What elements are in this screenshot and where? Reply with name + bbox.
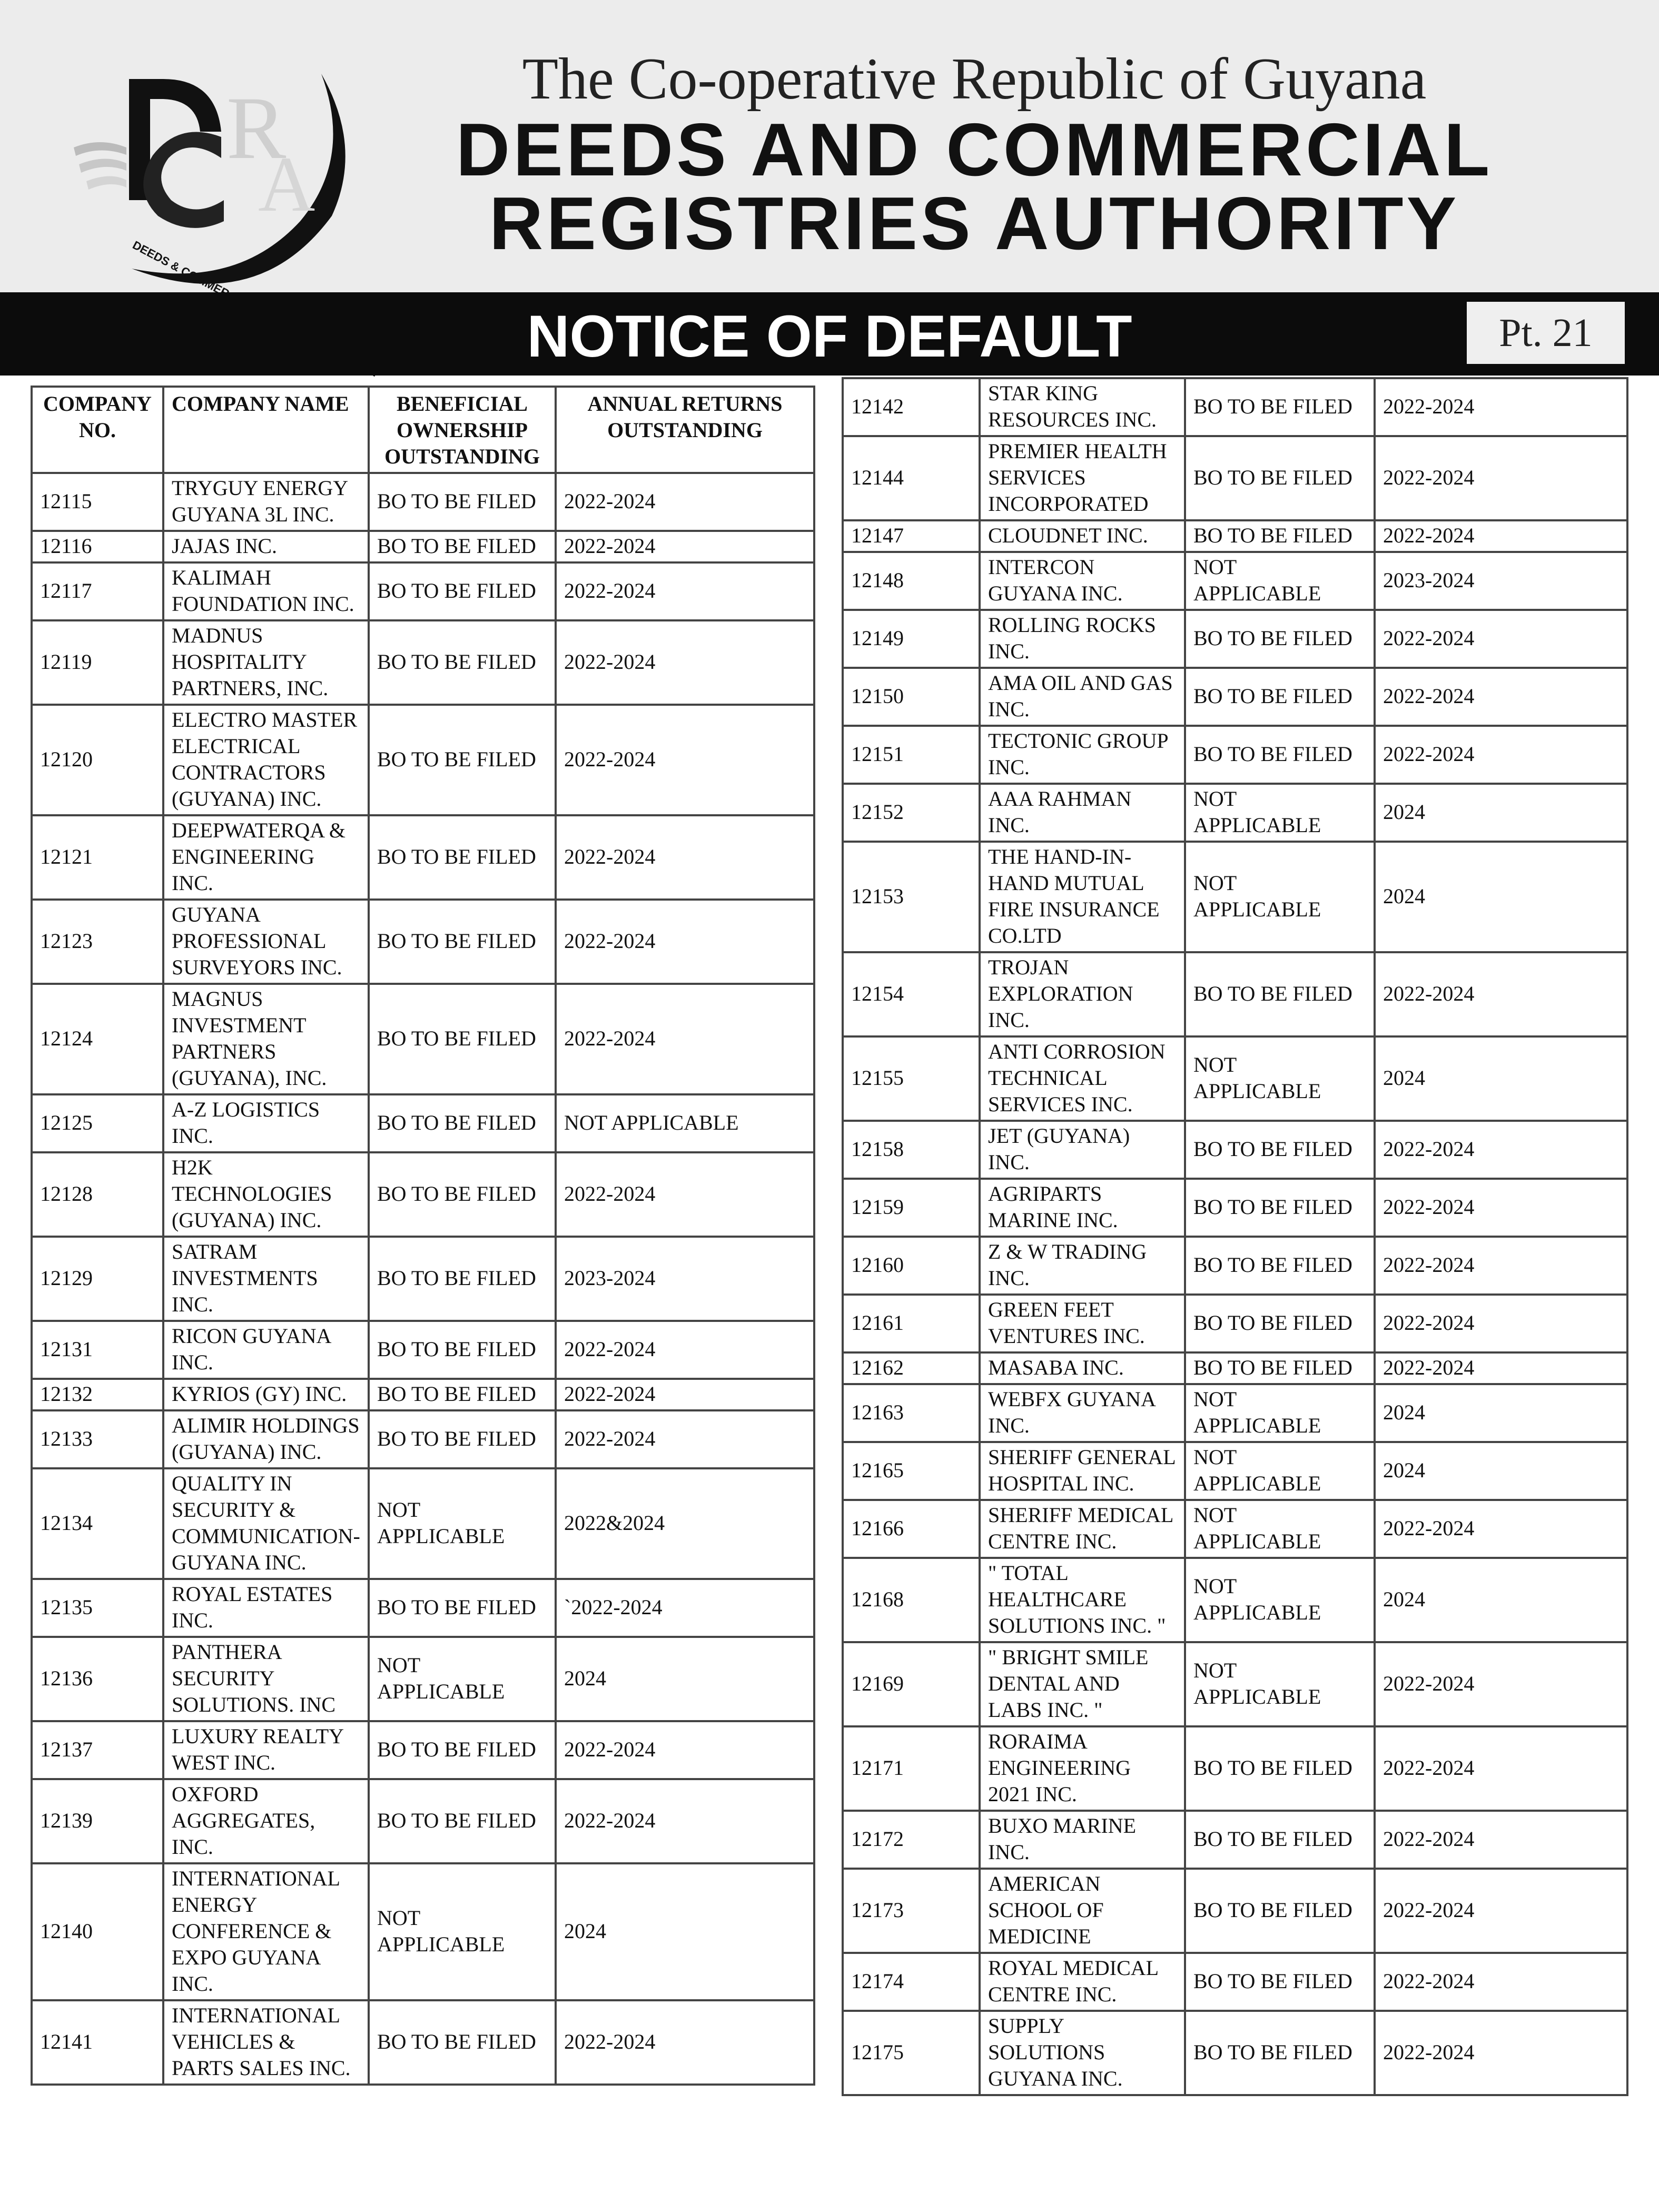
beneficial-ownership-cell: BO TO BE FILED (1185, 1179, 1375, 1237)
annual-returns-cell: 2022-2024 (1375, 1953, 1627, 2011)
company-no-cell: 12131 (32, 1321, 163, 1379)
table-row (32, 1321, 814, 1379)
table-row (32, 2000, 814, 2085)
beneficial-ownership-cell: BO TO BE FILED (369, 705, 556, 815)
company-no-cell: 12158 (843, 1121, 980, 1179)
annual-returns-cell: 2022-2024 (556, 562, 814, 620)
company-no-cell: 12175 (843, 2011, 980, 2095)
company-name-cell: ELECTRO MASTER ELECTRICAL CONTRACTORS (GUYANA) INC. (163, 705, 369, 815)
company-no-cell: 12116 (32, 531, 163, 562)
beneficial-ownership-cell: BO TO BE FILED (1185, 1869, 1375, 1953)
table-row (843, 1121, 1627, 1179)
annual-returns-cell: 2022-2024 (556, 815, 814, 900)
company-name-cell: CLOUDNET INC. (980, 520, 1185, 552)
table-row (843, 668, 1627, 726)
table-row (32, 562, 814, 620)
company-no-cell: 12160 (843, 1237, 980, 1295)
company-no-cell: 12140 (32, 1863, 163, 2000)
company-name-cell: KYRIOS (GY) INC. (163, 1379, 369, 1410)
beneficial-ownership-cell: BO TO BE FILED (369, 1721, 556, 1779)
table-row (843, 378, 1627, 436)
company-name-cell: SUPPLY SOLUTIONS GUYANA INC. (980, 2011, 1185, 2095)
beneficial-ownership-cell: NOT APPLICABLE (1185, 1642, 1375, 1726)
company-no-cell: 12124 (32, 984, 163, 1094)
company-no-cell: 12155 (843, 1036, 980, 1121)
header-company-name: COMPANY NAME (163, 387, 369, 473)
company-name-cell: SATRAM INVESTMENTS INC. (163, 1237, 369, 1321)
table-row (843, 1869, 1627, 1953)
table-row (32, 531, 814, 562)
beneficial-ownership-cell: BO TO BE FILED (1185, 610, 1375, 668)
annual-returns-cell: 2022-2024 (1375, 1869, 1627, 1953)
beneficial-ownership-cell: BO TO BE FILED (369, 562, 556, 620)
beneficial-ownership-cell: NOT APPLICABLE (369, 1637, 556, 1721)
company-no-cell: 12174 (843, 1953, 980, 2011)
beneficial-ownership-cell: BO TO BE FILED (369, 1379, 556, 1410)
company-no-cell: 12148 (843, 552, 980, 610)
annual-returns-cell: 2024 (1375, 1036, 1627, 1121)
table-row (32, 1779, 814, 1863)
company-name-cell: H2K TECHNOLOGIES (GUYANA) INC. (163, 1152, 369, 1237)
table-row (32, 620, 814, 705)
authority-title-line1: DEEDS AND COMMERCIAL (456, 108, 1493, 192)
table-row (32, 1637, 814, 1721)
annual-returns-cell: 2022-2024 (1375, 1121, 1627, 1179)
beneficial-ownership-cell: BO TO BE FILED (1185, 952, 1375, 1036)
annual-returns-cell: 2022-2024 (1375, 1179, 1627, 1237)
company-name-cell: INTERCON GUYANA INC. (980, 552, 1185, 610)
beneficial-ownership-cell: BO TO BE FILED (369, 2000, 556, 2085)
company-no-cell: 12147 (843, 520, 980, 552)
company-no-cell: 12149 (843, 610, 980, 668)
company-name-cell: RICON GUYANA INC. (163, 1321, 369, 1379)
table-row (32, 984, 814, 1094)
beneficial-ownership-cell: NOT APPLICABLE (1185, 1558, 1375, 1642)
annual-returns-cell: 2024 (1375, 1384, 1627, 1442)
table-row (32, 1379, 814, 1410)
table-row (32, 1410, 814, 1468)
company-name-cell: INTERNATIONAL ENERGY CONFERENCE & EXPO GUYANA INC. (163, 1863, 369, 2000)
country-title: The Co-operative Republic of Guyana (522, 46, 1427, 112)
company-name-cell: MASABA INC. (980, 1352, 1185, 1384)
company-name-cell: QUALITY IN SECURITY & COMMUNICATION-GUYANA INC. (163, 1468, 369, 1579)
table-row (32, 473, 814, 531)
company-name-cell: INTERNATIONAL VEHICLES & PARTS SALES INC. (163, 2000, 369, 2085)
annual-returns-cell: 2022-2024 (556, 2000, 814, 2085)
company-name-cell: " BRIGHT SMILE DENTAL AND LABS INC. " (980, 1642, 1185, 1726)
table-row (843, 1642, 1627, 1726)
dcra-logo (68, 42, 363, 290)
company-no-cell: 12159 (843, 1179, 980, 1237)
table-row (843, 1352, 1627, 1384)
beneficial-ownership-cell: BO TO BE FILED (369, 531, 556, 562)
annual-returns-cell: 2022-2024 (1375, 378, 1627, 436)
annual-returns-cell: 2022-2024 (556, 1410, 814, 1468)
company-no-cell: 12166 (843, 1500, 980, 1558)
annual-returns-cell: 2022-2024 (556, 620, 814, 705)
annual-returns-cell: 2022-2024 (556, 1779, 814, 1863)
table-row (843, 2011, 1627, 2095)
company-no-cell: 12169 (843, 1642, 980, 1726)
beneficial-ownership-cell: BO TO BE FILED (369, 815, 556, 900)
beneficial-ownership-cell: BO TO BE FILED (1185, 520, 1375, 552)
beneficial-ownership-cell: BO TO BE FILED (1185, 1352, 1375, 1384)
company-no-cell: 12121 (32, 815, 163, 900)
annual-returns-cell: 2022&2024 (556, 1468, 814, 1579)
beneficial-ownership-cell: BO TO BE FILED (1185, 726, 1375, 784)
annual-returns-cell: 2024 (1375, 1558, 1627, 1642)
annual-returns-cell: 2022-2024 (1375, 1500, 1627, 1558)
company-no-cell: 12151 (843, 726, 980, 784)
default-table-right (842, 377, 1628, 2096)
beneficial-ownership-cell: BO TO BE FILED (1185, 1237, 1375, 1295)
company-name-cell: PANTHERA SECURITY SOLUTIONS. INC (163, 1637, 369, 1721)
annual-returns-cell: 2022-2024 (1375, 1642, 1627, 1726)
company-no-cell: 12163 (843, 1384, 980, 1442)
beneficial-ownership-cell: BO TO BE FILED (369, 473, 556, 531)
table-row (843, 1558, 1627, 1642)
company-no-cell: 12136 (32, 1637, 163, 1721)
company-no-cell: 12171 (843, 1726, 980, 1811)
beneficial-ownership-cell: BO TO BE FILED (1185, 378, 1375, 436)
company-no-cell: 12154 (843, 952, 980, 1036)
beneficial-ownership-cell: BO TO BE FILED (369, 1237, 556, 1321)
beneficial-ownership-cell: BO TO BE FILED (1185, 1121, 1375, 1179)
annual-returns-cell: 2022-2024 (1375, 1295, 1627, 1352)
company-name-cell: TROJAN EXPLORATION INC. (980, 952, 1185, 1036)
beneficial-ownership-cell: BO TO BE FILED (1185, 668, 1375, 726)
annual-returns-cell: 2024 (556, 1637, 814, 1721)
company-name-cell: OXFORD AGGREGATES, INC. (163, 1779, 369, 1863)
company-no-cell: 12123 (32, 900, 163, 984)
annual-returns-cell: 2022-2024 (1375, 1726, 1627, 1811)
table-row (843, 1295, 1627, 1352)
company-no-cell: 12153 (843, 842, 980, 952)
company-name-cell: TECTONIC GROUP INC. (980, 726, 1185, 784)
beneficial-ownership-cell: BO TO BE FILED (1185, 1726, 1375, 1811)
annual-returns-cell: 2022-2024 (1375, 668, 1627, 726)
table-row (843, 1384, 1627, 1442)
beneficial-ownership-cell: BO TO BE FILED (1185, 2011, 1375, 2095)
beneficial-ownership-cell: BO TO BE FILED (369, 1410, 556, 1468)
beneficial-ownership-cell: NOT APPLICABLE (1185, 552, 1375, 610)
company-name-cell: KALIMAH FOUNDATION INC. (163, 562, 369, 620)
company-no-cell: 12134 (32, 1468, 163, 1579)
header-beneficial-ownership: BENEFICIAL OWNERSHIP OUTSTANDING (369, 387, 556, 473)
company-no-cell: 12152 (843, 784, 980, 842)
table-row (32, 1152, 814, 1237)
company-no-cell: 12117 (32, 562, 163, 620)
annual-returns-cell: 2022-2024 (556, 984, 814, 1094)
table-row (843, 610, 1627, 668)
table-row (843, 520, 1627, 552)
beneficial-ownership-cell: BO TO BE FILED (1185, 1953, 1375, 2011)
authority-title-line2: REGISTRIES AUTHORITY (489, 182, 1460, 265)
company-name-cell: ROYAL ESTATES INC. (163, 1579, 369, 1637)
annual-returns-cell: 2022-2024 (1375, 520, 1627, 552)
company-name-cell: AMA OIL AND GAS INC. (980, 668, 1185, 726)
annual-returns-cell: 2022-2024 (556, 473, 814, 531)
table-row (32, 815, 814, 900)
table-row (843, 436, 1627, 520)
beneficial-ownership-cell: BO TO BE FILED (1185, 1295, 1375, 1352)
company-no-cell: 12144 (843, 436, 980, 520)
company-no-cell: 12173 (843, 1869, 980, 1953)
table-row (32, 1863, 814, 2000)
beneficial-ownership-cell: BO TO BE FILED (369, 1779, 556, 1863)
notice-title: NOTICE OF DEFAULT (527, 303, 1132, 369)
annual-returns-cell: 2023-2024 (1375, 552, 1627, 610)
header-annual-returns: ANNUAL RETURNS OUTSTANDING (556, 387, 814, 473)
annual-returns-cell: 2023-2024 (556, 1237, 814, 1321)
table-body-right (843, 378, 1627, 2095)
table-row (843, 1036, 1627, 1121)
beneficial-ownership-cell: BO TO BE FILED (369, 1094, 556, 1152)
company-no-cell: 12139 (32, 1779, 163, 1863)
annual-returns-cell: NOT APPLICABLE (556, 1094, 814, 1152)
company-name-cell: " TOTAL HEALTHCARE SOLUTIONS INC. " (980, 1558, 1185, 1642)
company-no-cell: 12168 (843, 1558, 980, 1642)
company-name-cell: ROYAL MEDICAL CENTRE INC. (980, 1953, 1185, 2011)
table-row (32, 900, 814, 984)
annual-returns-cell: 2022-2024 (556, 1321, 814, 1379)
default-table-left (31, 386, 815, 2086)
beneficial-ownership-cell: BO TO BE FILED (369, 1152, 556, 1237)
company-name-cell: BUXO MARINE INC. (980, 1811, 1185, 1869)
beneficial-ownership-cell: BO TO BE FILED (1185, 436, 1375, 520)
annual-returns-cell: 2022-2024 (556, 1152, 814, 1237)
company-name-cell: MADNUS HOSPITALITY PARTNERS, INC. (163, 620, 369, 705)
company-no-cell: 12129 (32, 1237, 163, 1321)
company-name-cell: AAA RAHMAN INC. (980, 784, 1185, 842)
beneficial-ownership-cell: BO TO BE FILED (369, 1579, 556, 1637)
table-row (32, 1468, 814, 1579)
table-header-row (32, 387, 814, 473)
table-body-left (32, 473, 814, 2085)
table-row (843, 952, 1627, 1036)
table-row (843, 552, 1627, 610)
company-no-cell: 12119 (32, 620, 163, 705)
company-no-cell: 12137 (32, 1721, 163, 1779)
company-name-cell: AGRIPARTS MARINE INC. (980, 1179, 1185, 1237)
company-name-cell: PREMIER HEALTH SERVICES INCORPORATED (980, 436, 1185, 520)
company-name-cell: A-Z LOGISTICS INC. (163, 1094, 369, 1152)
beneficial-ownership-cell: NOT APPLICABLE (1185, 1036, 1375, 1121)
annual-returns-cell: 2022-2024 (556, 900, 814, 984)
table-row (843, 1500, 1627, 1558)
company-name-cell: ROLLING ROCKS INC. (980, 610, 1185, 668)
company-no-cell: 12128 (32, 1152, 163, 1237)
annual-returns-cell: 2024 (1375, 1442, 1627, 1500)
company-name-cell: Z & W TRADING INC. (980, 1237, 1185, 1295)
annual-returns-cell: 2022-2024 (556, 705, 814, 815)
beneficial-ownership-cell: NOT APPLICABLE (1185, 842, 1375, 952)
company-name-cell: SHERIFF MEDICAL CENTRE INC. (980, 1500, 1185, 1558)
company-no-cell: 12162 (843, 1352, 980, 1384)
part-label: Pt. 21 (1467, 302, 1625, 364)
annual-returns-cell: 2022-2024 (556, 1379, 814, 1410)
beneficial-ownership-cell: NOT APPLICABLE (369, 1863, 556, 2000)
company-name-cell: MAGNUS INVESTMENT PARTNERS (GUYANA), INC. (163, 984, 369, 1094)
annual-returns-cell: 2022-2024 (1375, 610, 1627, 668)
company-name-cell: JET (GUYANA) INC. (980, 1121, 1185, 1179)
beneficial-ownership-cell: BO TO BE FILED (369, 620, 556, 705)
annual-returns-cell: 2024 (556, 1863, 814, 2000)
company-name-cell: GREEN FEET VENTURES INC. (980, 1295, 1185, 1352)
table-row (843, 726, 1627, 784)
table-row (32, 1579, 814, 1637)
svg-text:A: A (258, 141, 315, 228)
table-row (843, 784, 1627, 842)
company-name-cell: THE HAND-IN-HAND MUTUAL FIRE INSURANCE CO.LTD (980, 842, 1185, 952)
company-name-cell: TRYGUY ENERGY GUYANA 3L INC. (163, 473, 369, 531)
beneficial-ownership-cell: BO TO BE FILED (369, 1321, 556, 1379)
annual-returns-cell: 2022-2024 (1375, 726, 1627, 784)
beneficial-ownership-cell: BO TO BE FILED (1185, 1811, 1375, 1869)
annual-returns-cell: 2022-2024 (556, 531, 814, 562)
table-row (32, 705, 814, 815)
company-no-cell: 12161 (843, 1295, 980, 1352)
beneficial-ownership-cell: NOT APPLICABLE (1185, 784, 1375, 842)
company-no-cell: 12172 (843, 1811, 980, 1869)
notice-banner (0, 292, 1659, 376)
company-no-cell: 12120 (32, 705, 163, 815)
company-no-cell: 12125 (32, 1094, 163, 1152)
beneficial-ownership-cell: BO TO BE FILED (369, 984, 556, 1094)
annual-returns-cell: `2022-2024 (556, 1579, 814, 1637)
table-row (32, 1721, 814, 1779)
company-no-cell: 12141 (32, 2000, 163, 2085)
company-no-cell: 12115 (32, 473, 163, 531)
annual-returns-cell: 2022-2024 (1375, 1811, 1627, 1869)
table-row (843, 1811, 1627, 1869)
annual-returns-cell: 2024 (1375, 784, 1627, 842)
masthead (0, 0, 1659, 292)
company-no-cell: 12150 (843, 668, 980, 726)
company-no-cell: 12132 (32, 1379, 163, 1410)
annual-returns-cell: 2022-2024 (1375, 2011, 1627, 2095)
company-no-cell: 12133 (32, 1410, 163, 1468)
table-row (843, 1179, 1627, 1237)
svg-text:R: R (226, 78, 287, 177)
beneficial-ownership-cell: NOT APPLICABLE (369, 1468, 556, 1579)
company-name-cell: GUYANA PROFESSIONAL SURVEYORS INC. (163, 900, 369, 984)
company-name-cell: AMERICAN SCHOOL OF MEDICINE (980, 1869, 1185, 1953)
company-name-cell: LUXURY REALTY WEST INC. (163, 1721, 369, 1779)
table-row (32, 1237, 814, 1321)
annual-returns-cell: 2022-2024 (1375, 1352, 1627, 1384)
beneficial-ownership-cell: NOT APPLICABLE (1185, 1384, 1375, 1442)
beneficial-ownership-cell: NOT APPLICABLE (1185, 1500, 1375, 1558)
company-name-cell: JAJAS INC. (163, 531, 369, 562)
annual-returns-cell: 2024 (1375, 842, 1627, 952)
annual-returns-cell: 2022-2024 (1375, 952, 1627, 1036)
company-name-cell: DEEPWATERQA & ENGINEERING INC. (163, 815, 369, 900)
table-row (843, 842, 1627, 952)
table-row (843, 1953, 1627, 2011)
annual-returns-cell: 2022-2024 (556, 1721, 814, 1779)
annual-returns-cell: 2022-2024 (1375, 436, 1627, 520)
annual-returns-cell: 2022-2024 (1375, 1237, 1627, 1295)
company-name-cell: ALIMIR HOLDINGS (GUYANA) INC. (163, 1410, 369, 1468)
beneficial-ownership-cell: NOT APPLICABLE (1185, 1442, 1375, 1500)
table-row (843, 1237, 1627, 1295)
header-company-no: COMPANY NO. (32, 387, 163, 473)
company-name-cell: SHERIFF GENERAL HOSPITAL INC. (980, 1442, 1185, 1500)
table-row (843, 1442, 1627, 1500)
company-name-cell: STAR KING RESOURCES INC. (980, 378, 1185, 436)
company-no-cell: 12142 (843, 378, 980, 436)
table-row (843, 1726, 1627, 1811)
company-no-cell: 12165 (843, 1442, 980, 1500)
company-no-cell: 12135 (32, 1579, 163, 1637)
company-name-cell: RORAIMA ENGINEERING 2021 INC. (980, 1726, 1185, 1811)
table-row (32, 1094, 814, 1152)
beneficial-ownership-cell: BO TO BE FILED (369, 900, 556, 984)
company-name-cell: ANTI CORROSION TECHNICAL SERVICES INC. (980, 1036, 1185, 1121)
company-name-cell: WEBFX GUYANA INC. (980, 1384, 1185, 1442)
